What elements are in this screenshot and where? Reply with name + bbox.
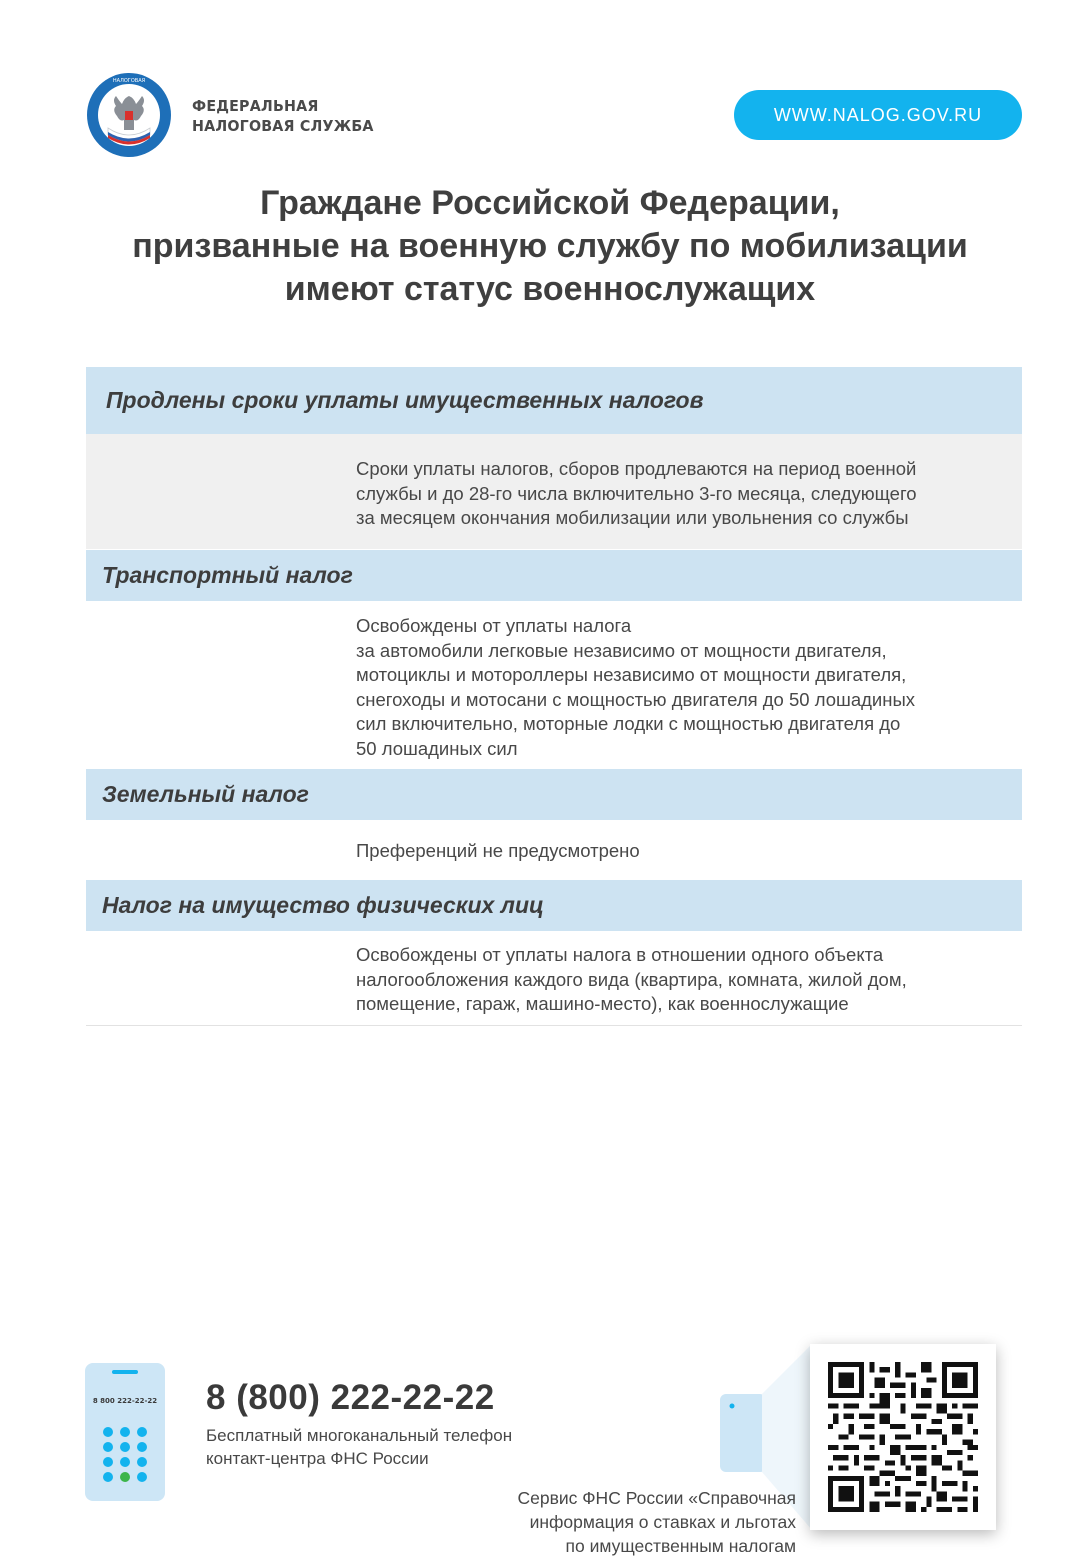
section-heading-transport-tax (86, 550, 1022, 601)
header (0, 0, 1080, 170)
section-heading-text: Продлены сроки уплаты имущественных налогов (106, 387, 704, 413)
smartphone-icon (720, 1394, 766, 1472)
qr-caption-line2: информация о ставках и льготах (529, 1512, 796, 1532)
page-title (60, 182, 1040, 311)
organization-name (192, 96, 374, 136)
org-name-line1: ФЕДЕРАЛЬНАЯ (192, 97, 319, 115)
phone-screen-number: 8 800 222-22-22 (92, 1397, 158, 1405)
hotline-desc-line2: контакт-центра ФНС России (206, 1449, 429, 1468)
section-body-property-tax (86, 931, 1022, 1026)
body-line: за месяцем окончания мобилизации или увольнения со службы (356, 507, 909, 528)
website-link-button[interactable]: WWW.NALOG.GOV.RU (734, 90, 1022, 140)
body-line: Преференций не предусмотрено (356, 840, 640, 861)
title-line1: Граждане Российской Федерации, (260, 184, 840, 222)
body-line: 50 лошадиных сил (356, 737, 518, 759)
body-line: за автомобили легковые независимо от мощности двигателя, (356, 639, 887, 661)
body-line: Освобождены от уплаты налога в отношении одного объекта (356, 944, 884, 965)
org-name-line2: НАЛОГОВАЯ СЛУЖБА (192, 117, 374, 135)
qr-caption (517, 1486, 796, 1558)
section-heading-text: Транспортный налог (102, 562, 353, 588)
body-line: Освобождены от уплаты налога (356, 615, 632, 636)
svg-text:НАЛОГОВАЯ: НАЛОГОВАЯ (112, 78, 146, 84)
fns-emblem-logo (86, 72, 172, 158)
section-heading-deadlines (86, 367, 1022, 434)
body-line: налогообложения каждого вида (квартира, комната, жилой дом, (356, 968, 907, 990)
body-line: сил включительно, моторные лодки с мощностью двигателя до (356, 713, 901, 734)
hotline-description (206, 1424, 512, 1470)
hotline-phone-number[interactable]: 8 (800) 222-22-22 (206, 1378, 495, 1417)
body-line: снегоходы и мотосани с мощностью двигателя до 50 лошадиных (356, 688, 916, 710)
body-line: мотоциклы и мотороллеры независимо от мощности двигателя, (356, 664, 907, 685)
qr-code-icon (828, 1362, 978, 1512)
body-line: службы и до 28-го числа включительно 3-го месяца, следующего (356, 482, 917, 504)
title-line2: призванные на военную службу по мобилизации (132, 227, 968, 265)
hotline-desc-line1: Бесплатный многоканальный телефон (206, 1426, 513, 1445)
qr-caption-line3: по имущественным налогам (565, 1536, 796, 1556)
body-line: Сроки уплаты налогов, сборов продлеваются на период военной (356, 458, 917, 479)
section-heading-land-tax (86, 769, 1022, 820)
title-line3: имеют статус военнослужащих (284, 270, 816, 308)
body-line: помещение, гараж, машино-место), как военнослужащие (356, 993, 849, 1014)
section-heading-text: Земельный налог (102, 781, 309, 807)
section-body-transport-tax (86, 601, 1022, 768)
section-heading-property-tax (86, 880, 1022, 931)
qr-code[interactable] (810, 1344, 996, 1530)
section-body-land-tax (86, 820, 1022, 879)
qr-caption-line1: Сервис ФНС России «Справочная (517, 1488, 796, 1508)
section-heading-text: Налог на имущество физических лиц (102, 892, 544, 918)
section-body-deadlines (86, 434, 1022, 549)
phone-keypad-icon (84, 1362, 166, 1502)
